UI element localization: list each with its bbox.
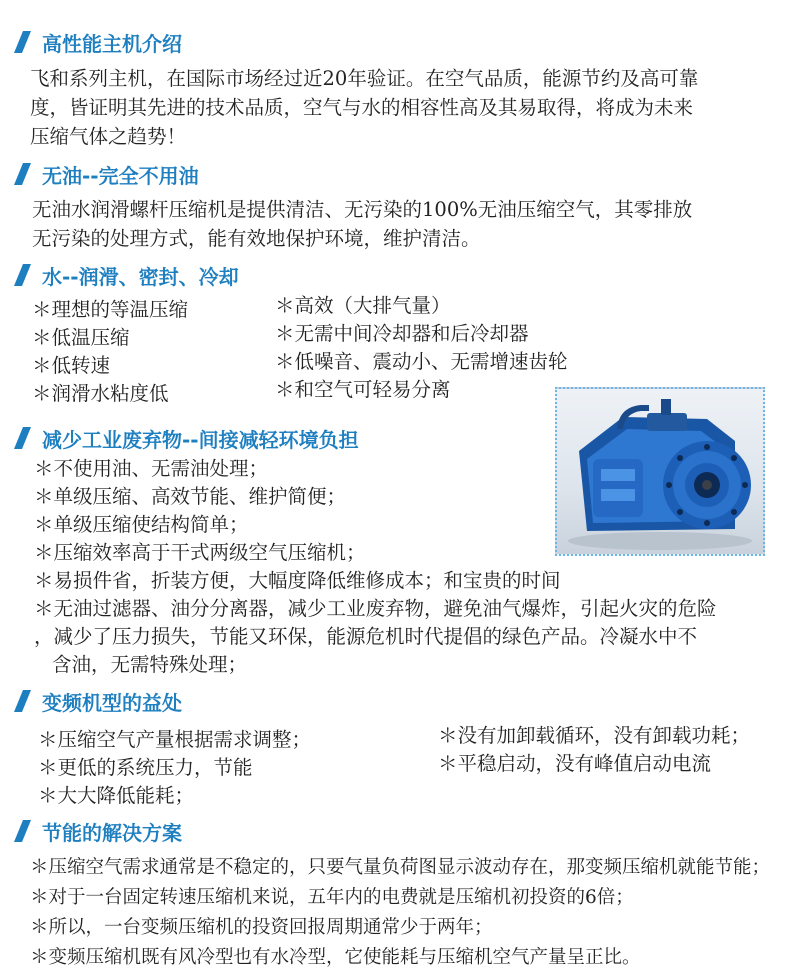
slash-icon [14, 820, 32, 842]
section-heading-vfd [14, 685, 182, 717]
list-item: ＊压缩空气产量根据需求调整； [38, 728, 312, 751]
section-title: 减少工业废弃物--间接减轻环境负担 [42, 427, 359, 452]
water-list-left [32, 296, 188, 408]
list-item: ＊易损件省，折装方便，大幅度降低维修成本；和宝贵的时间 [34, 569, 561, 592]
list-item: ＊无油过滤器、油分分离器，减少工业废弃物，避免油气爆炸，引起火灾的危险 [34, 597, 717, 620]
section-title: 无油--完全不用油 [42, 163, 199, 188]
list-item: ＊低温压缩 [32, 326, 130, 349]
vfd-list-left [38, 726, 311, 810]
list-item: ＊低噪音、震动小、无需增速齿轮 [275, 350, 568, 373]
section-heading-intro [14, 26, 182, 58]
list-item: 含油，无需特殊处理； [52, 653, 248, 676]
waste-list [34, 455, 717, 679]
text-line: 无污染的处理方式，能有效地保护环境，维护清洁。 [32, 227, 481, 250]
text-line: 无油水润滑螺杆压缩机是提供清洁、无污染的100%无油压缩空气，其零排放 [32, 198, 693, 221]
list-item: ＊压缩效率高于干式两级空气压缩机； [34, 541, 366, 564]
section-heading-oilfree [14, 158, 199, 190]
list-item: ＊所以，一台变频压缩机的投资回报周期通常少于两年； [30, 917, 493, 938]
water-list-right [275, 292, 568, 404]
slash-icon [14, 690, 32, 712]
list-item: ＊无需中间冷却器和后冷却器 [275, 322, 529, 345]
slash-icon [14, 163, 32, 185]
list-item: ＊压缩空气需求通常是不稳定的，只要气量负荷图显示波动存在，那变频压缩机就能节能； [30, 857, 771, 878]
section-title: 变频机型的益处 [42, 690, 182, 715]
oilfree-paragraph [32, 195, 692, 253]
section-heading-waste [14, 422, 359, 454]
section-title: 节能的解决方案 [42, 820, 182, 845]
list-item: ＊更低的系统压力，节能 [38, 756, 253, 779]
list-item: ＊低转速 [32, 354, 111, 377]
section-heading-water [14, 259, 239, 291]
list-item: ＊大大降低能耗； [38, 784, 195, 807]
list-item: ，减少了压力损失，节能又环保，能源危机时代提倡的绿色产品。冷凝水中不 [34, 625, 698, 648]
list-item: ＊没有加卸载循环，没有卸载功耗； [438, 724, 751, 747]
list-item: ＊单级压缩、高效节能、维护简便； [34, 485, 347, 508]
slash-icon [14, 264, 32, 286]
section-title: 高性能主机介绍 [42, 31, 182, 56]
section-title: 水--润滑、密封、冷却 [42, 264, 239, 289]
list-item: ＊变频压缩机既有风冷型也有水冷型，它使能耗与压缩机空气产量呈正比。 [30, 947, 641, 968]
slash-icon [14, 31, 32, 53]
section-heading-energy [14, 815, 182, 847]
text-line: 飞和系列主机，在国际市场经过近20年验证。在空气品质，能源节约及高可靠 [30, 67, 699, 90]
list-item: ＊高效（大排气量） [275, 294, 451, 317]
energy-list [30, 853, 770, 973]
intro-paragraph [30, 64, 698, 151]
list-item: ＊润滑水粘度低 [32, 382, 169, 405]
list-item: ＊平稳启动，没有峰值启动电流 [438, 752, 712, 775]
list-item: ＊和空气可轻易分离 [275, 378, 451, 401]
list-item: ＊对于一台固定转速压缩机来说，五年内的电费就是压缩机初投资的6倍； [30, 887, 634, 908]
text-line: 压缩气体之趋势！ [30, 125, 187, 148]
list-item: ＊单级压缩使结构简单； [34, 513, 249, 536]
list-item: ＊不使用油、无需油处理； [34, 457, 269, 480]
vfd-list-right [438, 722, 750, 778]
slash-icon [14, 427, 32, 449]
text-line: 度，皆证明其先进的技术品质，空气与水的相容性高及其易取得，将成为未来 [30, 96, 694, 119]
list-item: ＊理想的等温压缩 [32, 298, 189, 321]
